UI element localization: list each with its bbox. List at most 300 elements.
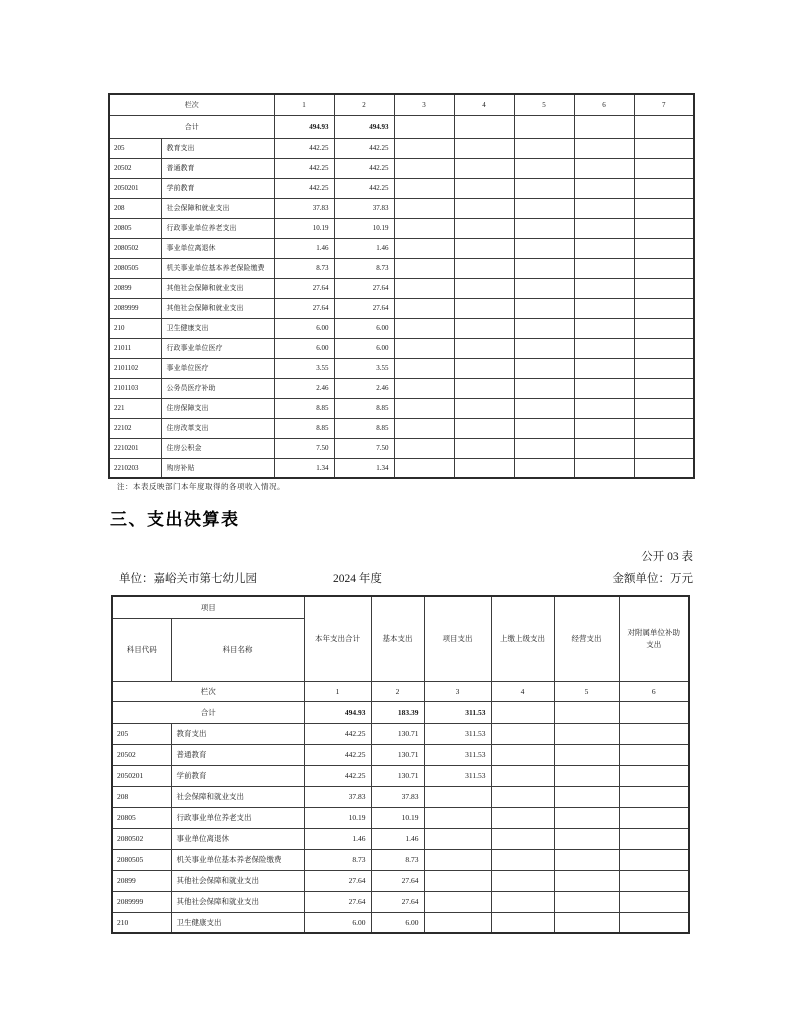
- subject-name: 事业单位离退休: [171, 828, 304, 849]
- total-row: [112, 701, 689, 723]
- value-cell: 27.64: [304, 891, 371, 912]
- empty-cell: [619, 765, 689, 786]
- lane-number: 3: [394, 94, 454, 115]
- table-row: [109, 138, 694, 158]
- empty-cell: [554, 744, 619, 765]
- empty-cell: [454, 458, 514, 478]
- subject-code: 2080505: [109, 258, 161, 278]
- amount-unit-label: 金额单位：万元: [612, 573, 693, 585]
- empty-cell: [491, 765, 554, 786]
- empty-cell: [574, 178, 634, 198]
- subject-name: 购房补贴: [161, 458, 274, 478]
- empty-cell: [634, 178, 694, 198]
- lane-number: 7: [634, 94, 694, 115]
- empty-cell: [514, 298, 574, 318]
- empty-cell: [574, 418, 634, 438]
- table-row: [109, 358, 694, 378]
- lane-number: 2: [371, 681, 424, 701]
- value-cell: 6.00: [334, 338, 394, 358]
- value-cell: [424, 849, 491, 870]
- empty-cell: [454, 238, 514, 258]
- empty-cell: [394, 278, 454, 298]
- empty-cell: [554, 786, 619, 807]
- value-cell: 37.83: [334, 198, 394, 218]
- total-label: 合计: [109, 115, 274, 138]
- empty-cell: [634, 458, 694, 478]
- empty-cell: [514, 458, 574, 478]
- table-row: [112, 870, 689, 891]
- subject-code: 221: [109, 398, 161, 418]
- empty-cell: [574, 398, 634, 418]
- subject-code: 22102: [109, 418, 161, 438]
- value-cell: [424, 786, 491, 807]
- value-cell: 8.73: [371, 849, 424, 870]
- empty-cell: [514, 278, 574, 298]
- value-cell: 27.64: [334, 278, 394, 298]
- subject-name: 学前教育: [171, 765, 304, 786]
- subject-name: 事业单位医疗: [161, 358, 274, 378]
- subject-code: 20805: [109, 218, 161, 238]
- value-cell: 6.00: [274, 338, 334, 358]
- value-cell: 6.00: [274, 318, 334, 338]
- empty-cell: [394, 318, 454, 338]
- project-label: 项目: [112, 596, 304, 618]
- empty-cell: [574, 438, 634, 458]
- empty-cell: [514, 258, 574, 278]
- empty-cell: [514, 158, 574, 178]
- empty-cell: [454, 418, 514, 438]
- table-row: [112, 912, 689, 933]
- empty-cell: [574, 338, 634, 358]
- subject-name: 教育支出: [161, 138, 274, 158]
- lane-number: 5: [514, 94, 574, 115]
- value-cell: 10.19: [371, 807, 424, 828]
- empty-cell: [574, 258, 634, 278]
- unit-label: 单位：嘉峪关市第七幼儿园: [119, 573, 257, 585]
- empty-cell: [491, 912, 554, 933]
- table-row: [112, 786, 689, 807]
- empty-cell: [619, 701, 689, 723]
- value-cell: 8.85: [334, 418, 394, 438]
- table-row: [109, 318, 694, 338]
- table-row: [109, 218, 694, 238]
- empty-cell: [394, 418, 454, 438]
- empty-cell: [634, 158, 694, 178]
- empty-cell: [394, 358, 454, 378]
- value-cell: 1.34: [334, 458, 394, 478]
- value-cell: 3.55: [274, 358, 334, 378]
- value-cell: 8.85: [334, 398, 394, 418]
- empty-cell: [634, 358, 694, 378]
- value-cell: 442.25: [304, 765, 371, 786]
- subject-code: 20502: [112, 744, 171, 765]
- empty-cell: [454, 298, 514, 318]
- empty-cell: [394, 338, 454, 358]
- value-cell: [424, 828, 491, 849]
- value-cell: 10.19: [304, 807, 371, 828]
- value-cell: 311.53: [424, 723, 491, 744]
- empty-cell: [574, 238, 634, 258]
- value-cell: 442.25: [304, 744, 371, 765]
- empty-cell: [394, 298, 454, 318]
- table-row: [109, 198, 694, 218]
- total-value: 183.39: [371, 701, 424, 723]
- empty-cell: [394, 138, 454, 158]
- value-cell: 442.25: [274, 138, 334, 158]
- subject-name: 其他社会保障和就业支出: [171, 891, 304, 912]
- subject-code: 2080505: [112, 849, 171, 870]
- subject-code: 205: [112, 723, 171, 744]
- subject-name: 其他社会保障和就业支出: [161, 298, 274, 318]
- value-cell: 130.71: [371, 723, 424, 744]
- table-row: [109, 338, 694, 358]
- empty-cell: [634, 218, 694, 238]
- empty-cell: [574, 158, 634, 178]
- subject-name: 其他社会保障和就业支出: [171, 870, 304, 891]
- subject-code: 2101102: [109, 358, 161, 378]
- value-cell: 1.46: [334, 238, 394, 258]
- empty-cell: [619, 891, 689, 912]
- lane-number: 6: [574, 94, 634, 115]
- empty-cell: [514, 318, 574, 338]
- empty-cell: [491, 891, 554, 912]
- value-cell: 8.85: [274, 398, 334, 418]
- value-cell: 37.83: [304, 786, 371, 807]
- empty-cell: [454, 218, 514, 238]
- table-note: 注：本表反映部门本年度取得的各项收入情况。: [117, 482, 285, 491]
- subject-name: 行政事业单位医疗: [161, 338, 274, 358]
- value-cell: 8.73: [304, 849, 371, 870]
- value-cell: 27.64: [274, 298, 334, 318]
- subject-code: 2050201: [112, 765, 171, 786]
- lane-number: 5: [554, 681, 619, 701]
- empty-cell: [394, 115, 454, 138]
- empty-cell: [394, 178, 454, 198]
- empty-cell: [634, 115, 694, 138]
- lane-header-label: 栏次: [112, 681, 304, 701]
- value-cell: 7.50: [334, 438, 394, 458]
- value-cell: 1.34: [274, 458, 334, 478]
- subject-code: 205: [109, 138, 161, 158]
- table-row: [109, 238, 694, 258]
- value-cell: 37.83: [371, 786, 424, 807]
- empty-cell: [619, 807, 689, 828]
- empty-cell: [491, 870, 554, 891]
- subject-code: 2089999: [109, 298, 161, 318]
- value-cell: 37.83: [274, 198, 334, 218]
- table-row: [109, 258, 694, 278]
- empty-cell: [554, 723, 619, 744]
- subject-name: 普通教育: [171, 744, 304, 765]
- value-cell: 311.53: [424, 744, 491, 765]
- table-row: [109, 418, 694, 438]
- value-cell: [424, 807, 491, 828]
- empty-cell: [491, 786, 554, 807]
- table-row: [112, 891, 689, 912]
- subject-name: 行政事业单位养老支出: [171, 807, 304, 828]
- year-label: 2024 年度: [333, 573, 382, 585]
- subject-code: 210: [112, 912, 171, 933]
- lane-number: 2: [334, 94, 394, 115]
- subject-name: 住房改革支出: [161, 418, 274, 438]
- table-row: [112, 807, 689, 828]
- total-label: 合计: [112, 701, 304, 723]
- empty-cell: [574, 278, 634, 298]
- subject-name-header: 科目名称: [171, 618, 304, 681]
- table-row: [112, 849, 689, 870]
- empty-cell: [634, 138, 694, 158]
- empty-cell: [454, 338, 514, 358]
- value-cell: 8.73: [274, 258, 334, 278]
- subject-code: 2101103: [109, 378, 161, 398]
- value-cell: [424, 891, 491, 912]
- lane-number: 3: [424, 681, 491, 701]
- value-cell: 1.46: [304, 828, 371, 849]
- empty-cell: [554, 701, 619, 723]
- value-cell: 442.25: [334, 138, 394, 158]
- empty-cell: [554, 912, 619, 933]
- table-row: [109, 298, 694, 318]
- subject-code: 20899: [109, 278, 161, 298]
- lane-number: 1: [274, 94, 334, 115]
- lane-header-label: 栏次: [109, 94, 274, 115]
- lane-number: 1: [304, 681, 371, 701]
- empty-cell: [619, 849, 689, 870]
- expenditure-header: [112, 596, 689, 723]
- empty-cell: [514, 398, 574, 418]
- income-data-rows: [109, 138, 694, 478]
- subject-name: 其他社会保障和就业支出: [161, 278, 274, 298]
- empty-cell: [574, 298, 634, 318]
- subject-name: 社会保障和就业支出: [171, 786, 304, 807]
- subject-code: 210: [109, 318, 161, 338]
- subject-code-header: 科目代码: [112, 618, 171, 681]
- subject-code: 20805: [112, 807, 171, 828]
- empty-cell: [454, 398, 514, 418]
- subject-name: 教育支出: [171, 723, 304, 744]
- value-cell: 10.19: [334, 218, 394, 238]
- value-cell: 1.46: [274, 238, 334, 258]
- empty-cell: [619, 723, 689, 744]
- empty-cell: [514, 178, 574, 198]
- value-cell: 442.25: [334, 178, 394, 198]
- value-cell: 27.64: [371, 870, 424, 891]
- empty-cell: [574, 318, 634, 338]
- subject-code: 2210203: [109, 458, 161, 478]
- empty-cell: [574, 218, 634, 238]
- empty-cell: [491, 744, 554, 765]
- total-value: 494.93: [274, 115, 334, 138]
- empty-cell: [634, 378, 694, 398]
- empty-cell: [514, 218, 574, 238]
- empty-cell: [634, 438, 694, 458]
- project-header-row: [112, 596, 689, 618]
- empty-cell: [574, 138, 634, 158]
- value-cell: 130.71: [371, 744, 424, 765]
- total-row: [109, 115, 694, 138]
- value-cell: 311.53: [424, 765, 491, 786]
- lane-number: 4: [454, 94, 514, 115]
- expenditure-data-rows: [112, 723, 689, 933]
- total-value: 494.93: [334, 115, 394, 138]
- subject-name: 机关事业单位基本养老保险缴费: [161, 258, 274, 278]
- value-cell: 130.71: [371, 765, 424, 786]
- subject-code: 20899: [112, 870, 171, 891]
- empty-cell: [574, 458, 634, 478]
- value-cell: 6.00: [304, 912, 371, 933]
- table-row: [109, 178, 694, 198]
- empty-cell: [619, 744, 689, 765]
- subject-code: 208: [112, 786, 171, 807]
- empty-cell: [554, 765, 619, 786]
- empty-cell: [514, 138, 574, 158]
- subject-code: 208: [109, 198, 161, 218]
- sheet-number-label: 公开 03 表: [641, 551, 693, 563]
- empty-cell: [394, 218, 454, 238]
- table-row: [109, 378, 694, 398]
- income-detail-table: [108, 93, 695, 479]
- empty-cell: [454, 198, 514, 218]
- empty-cell: [394, 158, 454, 178]
- expenditure-table: [111, 595, 690, 934]
- table-row: [109, 398, 694, 418]
- empty-cell: [554, 807, 619, 828]
- subject-name: 住房公积金: [161, 438, 274, 458]
- empty-cell: [491, 828, 554, 849]
- empty-cell: [454, 158, 514, 178]
- table-row: [109, 278, 694, 298]
- value-cell: 27.64: [371, 891, 424, 912]
- table-row: [109, 458, 694, 478]
- subject-name: 社会保障和就业支出: [161, 198, 274, 218]
- empty-cell: [454, 358, 514, 378]
- table-row: [112, 828, 689, 849]
- table-row: [109, 158, 694, 178]
- subject-name: 公务员医疗补助: [161, 378, 274, 398]
- subject-code: 2050201: [109, 178, 161, 198]
- table-row: [112, 744, 689, 765]
- empty-cell: [514, 358, 574, 378]
- empty-cell: [491, 723, 554, 744]
- subject-name: 行政事业单位养老支出: [161, 218, 274, 238]
- subject-name: 学前教育: [161, 178, 274, 198]
- empty-cell: [619, 786, 689, 807]
- empty-cell: [514, 338, 574, 358]
- value-cell: [424, 870, 491, 891]
- value-cell: 442.25: [304, 723, 371, 744]
- empty-cell: [514, 198, 574, 218]
- empty-cell: [514, 378, 574, 398]
- section-title: 三、支出决算表: [110, 510, 240, 530]
- subject-name: 普通教育: [161, 158, 274, 178]
- column-header: 对附属单位补助支出: [619, 596, 689, 681]
- value-cell: 6.00: [371, 912, 424, 933]
- empty-cell: [394, 378, 454, 398]
- value-cell: 2.46: [334, 378, 394, 398]
- value-cell: [424, 912, 491, 933]
- empty-cell: [394, 438, 454, 458]
- income-fixed-rows: [109, 94, 694, 138]
- subject-name: 住房保障支出: [161, 398, 274, 418]
- value-cell: 3.55: [334, 358, 394, 378]
- empty-cell: [619, 870, 689, 891]
- empty-cell: [634, 398, 694, 418]
- value-cell: 1.46: [371, 828, 424, 849]
- empty-cell: [634, 258, 694, 278]
- empty-cell: [574, 378, 634, 398]
- empty-cell: [514, 238, 574, 258]
- empty-cell: [514, 115, 574, 138]
- empty-cell: [514, 418, 574, 438]
- table-row: [109, 438, 694, 458]
- empty-cell: [619, 912, 689, 933]
- subject-code: 20502: [109, 158, 161, 178]
- subject-name: 机关事业单位基本养老保险缴费: [171, 849, 304, 870]
- value-cell: 27.64: [304, 870, 371, 891]
- value-cell: 27.64: [274, 278, 334, 298]
- value-cell: 8.73: [334, 258, 394, 278]
- empty-cell: [634, 198, 694, 218]
- value-cell: 442.25: [274, 178, 334, 198]
- column-header: 项目支出: [424, 596, 491, 681]
- column-header: 基本支出: [371, 596, 424, 681]
- value-cell: 442.25: [334, 158, 394, 178]
- lane-row: [109, 94, 694, 115]
- empty-cell: [454, 278, 514, 298]
- empty-cell: [394, 238, 454, 258]
- subject-code: 21011: [109, 338, 161, 358]
- value-cell: 442.25: [274, 158, 334, 178]
- empty-cell: [491, 701, 554, 723]
- subject-name: 卫生健康支出: [161, 318, 274, 338]
- subject-name: 卫生健康支出: [171, 912, 304, 933]
- empty-cell: [491, 849, 554, 870]
- value-cell: 2.46: [274, 378, 334, 398]
- subject-code: 2080502: [112, 828, 171, 849]
- empty-cell: [634, 318, 694, 338]
- total-value: 311.53: [424, 701, 491, 723]
- empty-cell: [554, 849, 619, 870]
- empty-cell: [634, 298, 694, 318]
- empty-cell: [554, 891, 619, 912]
- empty-cell: [634, 418, 694, 438]
- value-cell: 6.00: [334, 318, 394, 338]
- column-header: 上缴上级支出: [491, 596, 554, 681]
- value-cell: 27.64: [334, 298, 394, 318]
- empty-cell: [454, 318, 514, 338]
- empty-cell: [454, 178, 514, 198]
- empty-cell: [514, 438, 574, 458]
- subject-code: 2080502: [109, 238, 161, 258]
- empty-cell: [454, 115, 514, 138]
- empty-cell: [454, 258, 514, 278]
- table-row: [112, 765, 689, 786]
- subject-code: 2210201: [109, 438, 161, 458]
- empty-cell: [394, 198, 454, 218]
- subject-name: 事业单位离退休: [161, 238, 274, 258]
- lane-row: [112, 681, 689, 701]
- empty-cell: [574, 358, 634, 378]
- lane-number: 4: [491, 681, 554, 701]
- empty-cell: [574, 198, 634, 218]
- column-header: 本年支出合计: [304, 596, 371, 681]
- empty-cell: [454, 138, 514, 158]
- total-value: 494.93: [304, 701, 371, 723]
- empty-cell: [554, 828, 619, 849]
- empty-cell: [574, 115, 634, 138]
- empty-cell: [454, 438, 514, 458]
- lane-number: 6: [619, 681, 689, 701]
